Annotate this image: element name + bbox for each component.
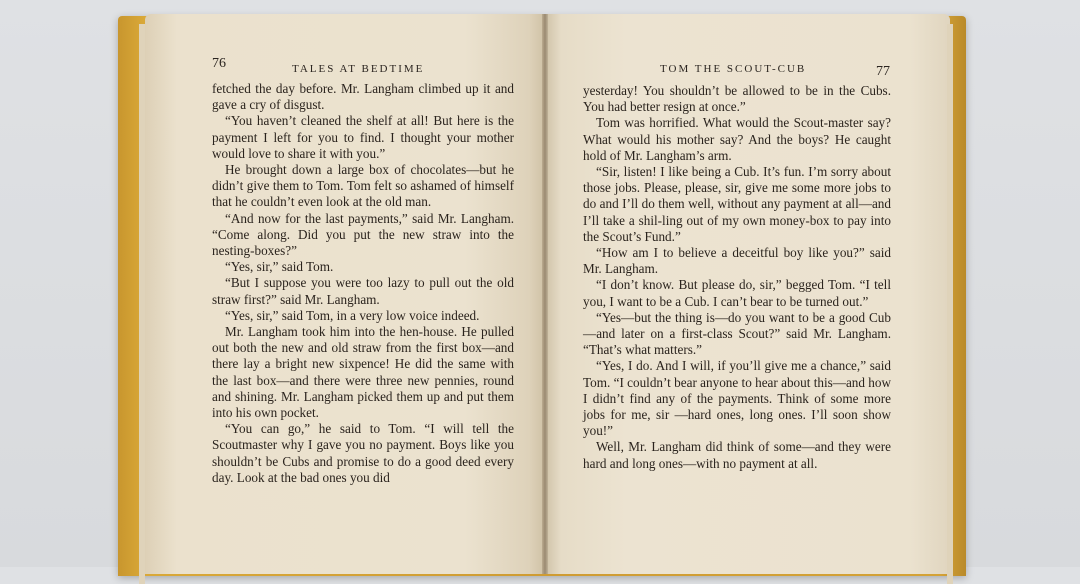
paragraph: Tom was horrified. What would the Scout-master say? What would his mother say? And the boys? He caught hold of Mr. Langham’s arm. (583, 115, 891, 163)
right-page-text (583, 83, 891, 472)
right-page-edges (947, 24, 953, 584)
right-page-number: 77 (876, 64, 890, 79)
left-page-text (212, 81, 514, 486)
paragraph: “But I suppose you were too lazy to pull out the old straw first?” said Mr. Langham. (212, 275, 514, 307)
paragraph: Well, Mr. Langham did think of some—and they were hard and long ones—with no payment at all. (583, 439, 891, 471)
left-page-number: 76 (212, 56, 226, 71)
paragraph: “And now for the last payments,” said Mr. Langham. “Come along. Did you put the new straw into the nesting-boxes?” (212, 210, 514, 259)
paragraph: He brought down a large box of chocolates—but he didn’t give them to Tom. Tom felt so ashamed of himself that he couldn’t even look at the old man. (212, 162, 514, 210)
paragraph: “Yes, sir,” said Tom. (225, 259, 334, 275)
book-gutter (542, 14, 548, 574)
paragraph: fetched the day before. Mr. Langham climbed up it and gave a cry of disgust. (212, 81, 514, 113)
paragraph: “You haven’t cleaned the shelf at all! But here is the payment I left for you to find. I thought your mother would love to share it with you.” (212, 113, 514, 161)
paragraph: yesterday! You shouldn’t be allowed to be in the Cubs. You had better resign at once.” (583, 83, 891, 115)
left-page-edges (139, 24, 145, 584)
paragraph: “Sir, listen! I like being a Cub. It’s fun. I’m sorry about those jobs. Please, please, sir, give me some more jobs to do and I’ll do them well, without any payment at all—and I’ll take a shil-ling out of my own money-box to pay into the Scout’s Fund.” (583, 164, 891, 244)
right-running-head: TOM THE SCOUT-CUB (660, 63, 807, 75)
paragraph: “Yes, sir,” said Tom, in a very low voice indeed. (225, 307, 480, 323)
paragraph: “I don’t know. But please do, sir,” begged Tom. “I tell you, I want to be a Cub. I can’t bear to be turned out.” (583, 277, 891, 309)
paragraph: “You can go,” he said to Tom. “I will tell the Scoutmaster why I gave you no payment. Boys like you shouldn’t be Cubs and promise to do a good deed every day. Look at the bad ones you did (212, 421, 514, 485)
paragraph: Mr. Langham took him into the hen-house. He pulled out both the new and old straw from the first box—and there lay a bright new sixpence! He did the same with the last box—and there were three new pennies, round and shining. Mr. Langham picked them up and put them into his own pocket. (212, 324, 514, 421)
left-running-head: TALES AT BEDTIME (292, 63, 425, 75)
paragraph: “Yes, I do. And I will, if you’ll give me a chance,” said Tom. “I couldn’t bear anyone to hear about this—and how I didn’t find any of the payments. Think of some more jobs for me, sir —hard ones, long ones. I’ll soon show you!” (583, 358, 891, 439)
paragraph: “Yes—but the thing is—do you want to be a good Cub—and later on a first-class Scout?” said Mr. Langham. “That’s what matters.” (583, 309, 891, 358)
paragraph: “How am I to believe a deceitful boy like you?” said Mr. Langham. (583, 245, 891, 277)
